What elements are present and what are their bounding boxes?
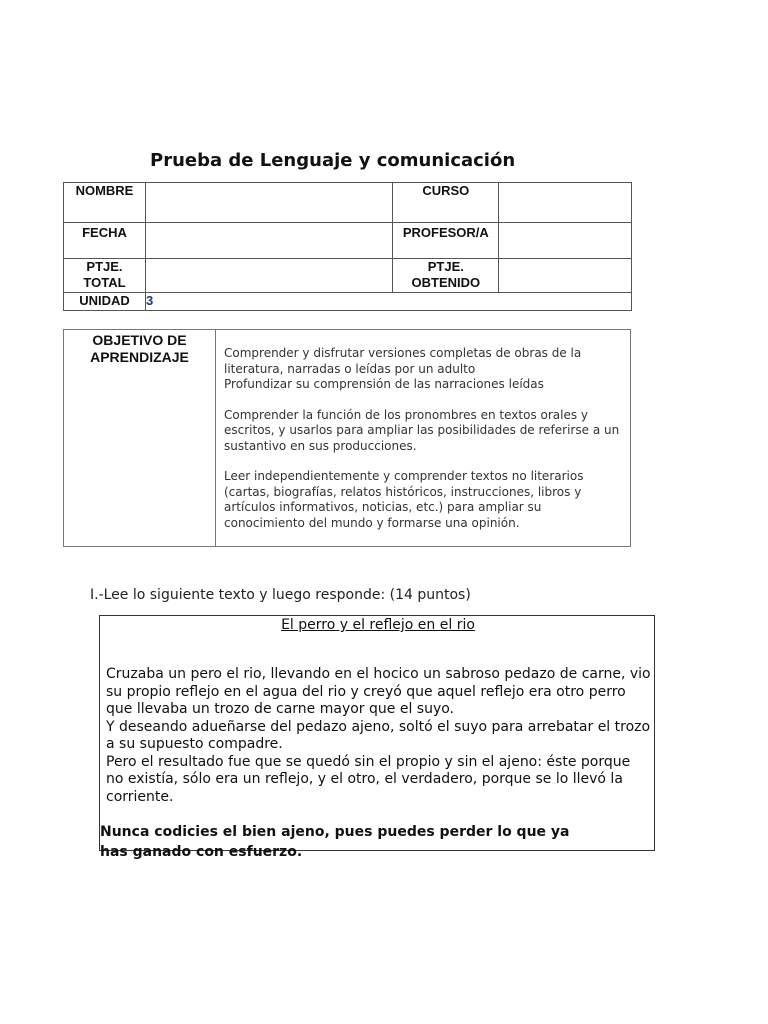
nombre-label: NOMBRE	[64, 183, 146, 223]
story-title: El perro y el reflejo en el rio	[281, 617, 475, 633]
objetivo-paragraph-3: Leer independientemente y comprender textos no literarios (cartas, biografías, relatos históricos, instrucciones, libros y artículos informativos, noticias, etc.) para ampliar su conocimiento del mundo y formarse una opinión.	[224, 469, 584, 530]
unidad-label: UNIDAD	[64, 293, 146, 311]
ptje-obtenido-label-line1: PTJE.	[427, 259, 464, 274]
nombre-field[interactable]	[145, 183, 392, 223]
objetivo-p1-line-a: Comprender y disfrutar versiones completas de obras de la literatura, narradas o leídas por un adulto	[224, 346, 582, 376]
ptje-total-field[interactable]	[145, 259, 392, 293]
objetivo-paragraph-1	[224, 346, 624, 393]
curso-label: CURSO	[393, 183, 499, 223]
story-paragraph-1: Cruzaba un pero el rio, llevando en el hocico un sabroso pedazo de carne, vio su propio reflejo en el agua del rio y creyó que aquel reflejo era otro perro que llevaba un trozo de carne mayor que el suyo.	[106, 666, 651, 717]
objetivo-paragraph-2: Comprender la función de los pronombres en textos orales y escritos, y usarlos para ampliar las posibilidades de referirse a un sustantivo en sus producciones.	[224, 407, 620, 453]
objetivo-label-line2: APRENDIZAJE	[90, 349, 189, 365]
objetivo-label	[64, 330, 216, 546]
unidad-value: 3	[145, 293, 631, 311]
ptje-obtenido-field[interactable]	[499, 259, 632, 293]
ptje-total-label-line1: PTJE.	[86, 259, 123, 274]
story-moral: Nunca codicies el bien ajeno, pues puedes perder lo que ya has ganado con esfuerzo.	[100, 824, 570, 860]
fecha-label: FECHA	[64, 223, 146, 259]
objetivo-p1-line-b: Profundizar su comprensión de las narraciones leídas	[224, 377, 544, 391]
ptje-obtenido-label	[393, 259, 499, 293]
profesor-label: PROFESOR/A	[393, 223, 499, 259]
student-info-table	[63, 182, 632, 311]
profesor-field[interactable]	[499, 223, 632, 259]
story-box	[99, 615, 655, 860]
story-paragraph-3: Pero el resultado fue que se quedó sin el propio y sin el ajeno: éste porque no existía, sólo era un reflejo, y el otro, el verdadero, porque se lo llevó la corriente.	[106, 753, 631, 805]
ptje-total-label	[64, 259, 146, 293]
curso-field[interactable]	[499, 183, 632, 223]
objetivo-box	[63, 329, 631, 547]
instruction-text: I.-Lee lo siguiente texto y luego responde: (14 puntos)	[90, 587, 471, 603]
objetivo-label-line1: OBJETIVO DE	[92, 332, 187, 348]
ptje-obtenido-label-line2: OBTENIDO	[411, 275, 481, 290]
story-body	[106, 666, 651, 806]
ptje-total-label-line2: TOTAL	[83, 275, 126, 290]
story-paragraph-2: Y deseando adueñarse del pedazo ajeno, soltó el suyo para arrebatar el trozo a su supuesto compadre.	[106, 718, 651, 752]
objetivo-text	[224, 346, 624, 546]
fecha-field[interactable]	[145, 223, 392, 259]
page-title: Prueba de Lenguaje y comunicación	[150, 150, 516, 171]
